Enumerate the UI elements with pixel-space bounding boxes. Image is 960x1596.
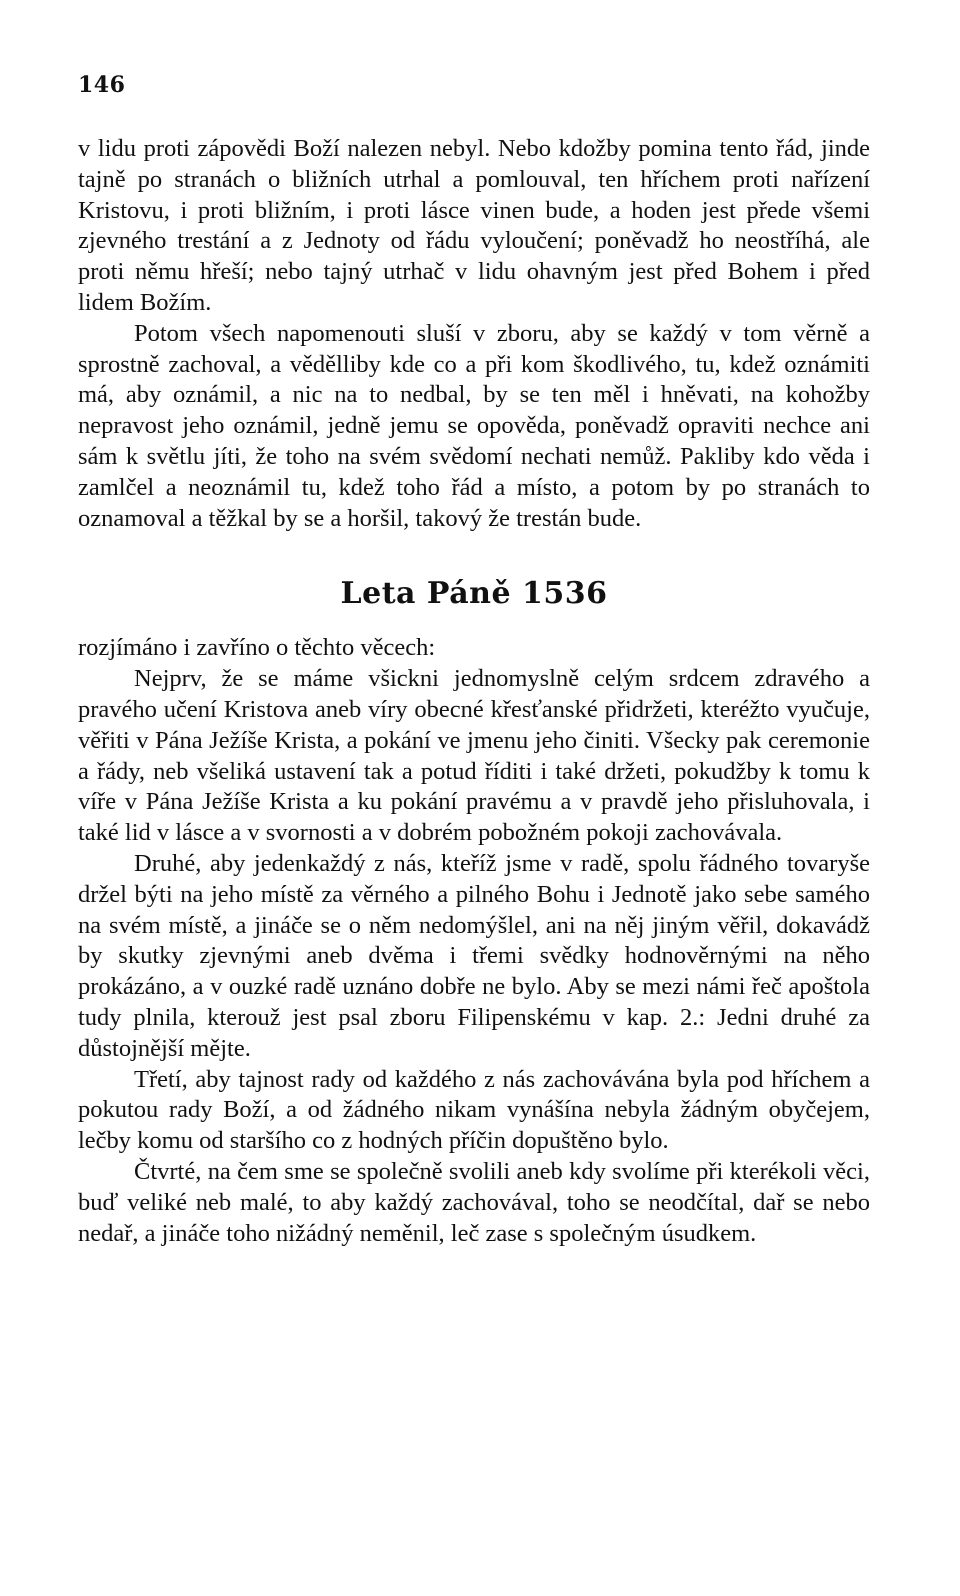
- paragraph-ctvrte: Čtvrté, na čem sme se společně svolili aneb kdy svolíme při kterékoli věci, buď veliké neb malé, to aby každý zachovával, toho se neodčítal, dař se nebo nedař, a jináče toho nižádný neměnil, leč zase s společným úsudkem.: [78, 1157, 870, 1247]
- paragraph-potom: Potom všech napomenouti sluší v zboru, aby se každý v tom věrně a sprostně zachoval, a vědělliby kde co a při kom škodlivého, tu, kdež oznámiti má, aby oznámil, a nic na to nedbal, by se ten měl i hněvati, na kohožby nepravost jeho oznámil, jedně jemu se opověda, poněvadž opraviti nechce ani sám k světlu jíti, že toho na svém svědomí nechati nemůž. Pakliby kdo věda i zamlčel a neoznámil tu, kdež toho řád a místo, a potom by po stranách to oznamoval a těžkal by se a horšil, takový že trestán bude.: [78, 319, 870, 532]
- paragraph-druhe: Druhé, aby jedenkaždý z nás, kteříž jsme v radě, spolu řádného tovaryše držel býti na jeho místě za věrného a pilného Bohu i Jednotě jako sebe samého na svém místě, a jináče se o něm nedomýšlel, ani na něj jiným věřil, dokavádž by skutky zjevnými aneb dvěma i třemi svědky hodnověrnými na něho prokázáno, a v ouzké radě uznáno dobře ne bylo. Aby se mezi námi řeč apoštola tudy plnila, kterouž jest psal zboru Filipenskému v kap. 2.: Jedni druhé za důstojnější mějte.: [78, 849, 870, 1062]
- paragraph-continuation: v lidu proti zápovědi Boží nalezen nebyl. Nebo kdožby pomina tento řád, jinde tajně po stranách o bližních utrhal a pomlouval, ten hříchem proti nařízení Kristovu, i proti bližním, i proti lásce vinen bude, a hoden jest přede všemi zjevného trestání a z Jednoty od řádu vyloučení; poněvadž ho neostříhá, ale proti němu hřeší; nebo tajný utrhač v lidu ohavným jest před Bohem i před lidem Božím.: [78, 135, 870, 316]
- section-heading: Leta Páně 1536: [340, 576, 608, 612]
- paragraph-nejprv: Nejprv, že se máme všickni jednomyslně celým srdcem zdravého a pravého učení Kristova aneb víry obecné křesťanské přidržeti, kteréžto vyučuje, věřiti v Pána Ježíše Krista, a pokání ve jmenu jeho činiti. Všecky pak ceremonie a řády, neb všeliká ustavení tak a potud říditi i také držeti, pokudžby k tomu k víře v Pána Ježíše Krista a ku pokání pravému a v pravdě jeho přisluhovala, i také lid v lásce a v svornosti a v dobrém pobožném pokoji zachovávala.: [78, 665, 870, 847]
- book-page: [78, 72, 870, 1249]
- intro-line: rozjímáno i zavříno o těchto věcech:: [78, 634, 436, 662]
- page-number: 146: [78, 72, 126, 98]
- paragraph-treti: Třetí, aby tajnost rady od každého z nás zachovávána byla pod hříchem a pokutou rady Boží, a od žádného nikam vynášína nebyla žádným obyčejem, lečby komu od staršího co z hodných příčin dopuštěno bylo.: [78, 1065, 870, 1155]
